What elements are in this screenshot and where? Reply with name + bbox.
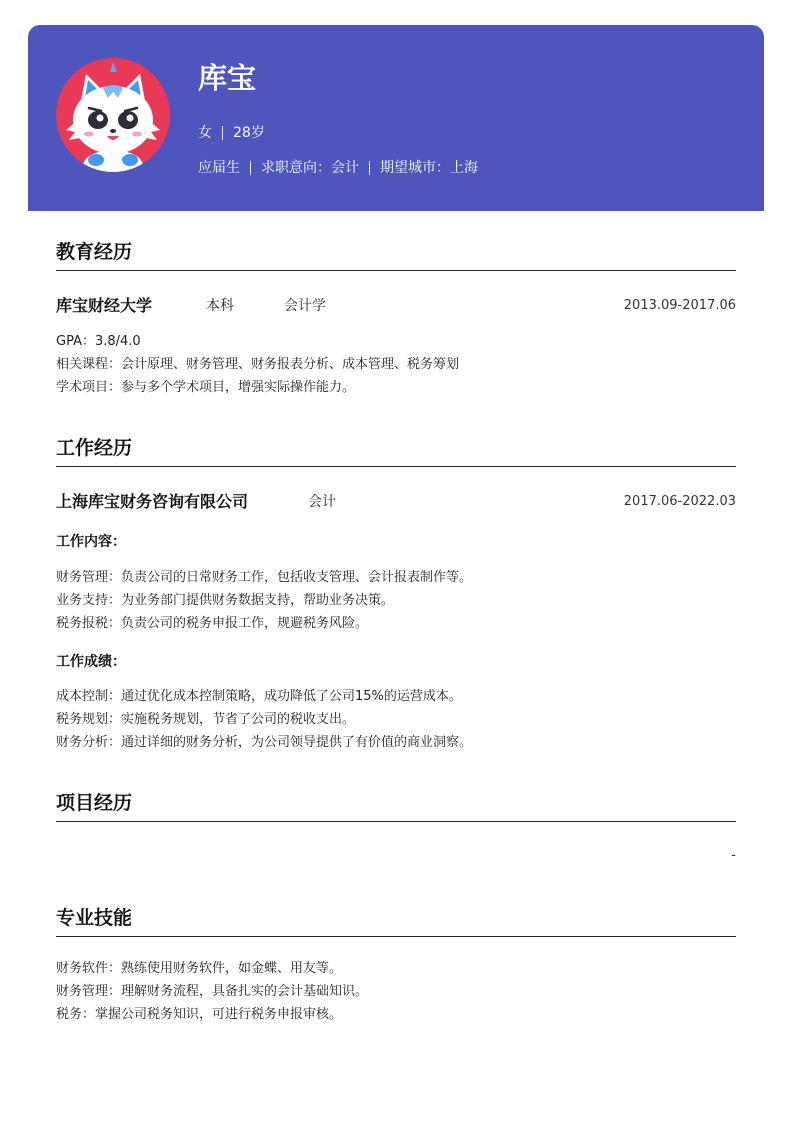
work-content-line: 税务报税：负责公司的税务申报工作，规避税务风险。 xyxy=(56,616,369,631)
work-content-title: 工作内容： xyxy=(56,534,126,550)
divider xyxy=(250,161,251,175)
work-section-title: 工作经历 xyxy=(56,434,736,467)
work-content-line: 财务管理：负责公司的日常财务工作，包括收支管理、会计报表制作等。 xyxy=(56,570,473,585)
status-text: 应届生 xyxy=(198,160,240,176)
skills-section-title: 专业技能 xyxy=(56,904,736,937)
company-name: 上海库宝财务咨询有限公司 xyxy=(56,492,249,511)
age-text: 28岁 xyxy=(233,125,265,141)
divider xyxy=(222,126,223,140)
personal-info-row xyxy=(198,123,265,143)
divider xyxy=(369,161,370,175)
intention-text: 求职意向：会计 xyxy=(261,160,359,176)
education-gpa: GPA：3.8/4.0 xyxy=(56,334,141,349)
work-result-line: 财务分析：通过详细的财务分析，为公司领导提供了有价值的商业洞察。 xyxy=(56,735,473,750)
city-text: 期望城市：上海 xyxy=(380,160,478,176)
skill-line: 财务软件：熟练使用财务软件，如金蝶、用友等。 xyxy=(56,961,343,976)
skill-line: 税务：掌握公司税务知识，可进行税务申报审核。 xyxy=(56,1007,343,1022)
education-entry xyxy=(56,294,736,318)
school-name: 库宝财经大学 xyxy=(56,296,153,315)
work-entry xyxy=(56,490,736,514)
education-date: 2013.09-2017.06 xyxy=(623,298,736,313)
projects-section-title: 项目经历 xyxy=(56,789,736,822)
work-date: 2017.06-2022.03 xyxy=(623,494,736,509)
degree-text: 本科 xyxy=(206,298,234,314)
position-text: 会计 xyxy=(308,494,336,510)
major-text: 会计学 xyxy=(284,298,326,314)
education-projects: 学术项目：参与多个学术项目，增强实际操作能力。 xyxy=(56,380,356,395)
avatar xyxy=(56,58,170,172)
work-results-title: 工作成绩： xyxy=(56,654,126,670)
candidate-name: 库宝 xyxy=(198,61,257,95)
cat-mascot-icon xyxy=(56,58,170,172)
projects-placeholder: - xyxy=(731,848,736,863)
gender-text: 女 xyxy=(198,125,212,141)
education-section-title: 教育经历 xyxy=(56,238,736,271)
skill-line: 财务管理：理解财务流程，具备扎实的会计基础知识。 xyxy=(56,984,369,999)
job-intention-row xyxy=(198,158,478,178)
work-content-line: 业务支持：为业务部门提供财务数据支持，帮助业务决策。 xyxy=(56,593,395,608)
education-courses: 相关课程：会计原理、财务管理、财务报表分析、成本管理、税务筹划 xyxy=(56,357,460,372)
work-result-line: 成本控制：通过优化成本控制策略，成功降低了公司15%的运营成本。 xyxy=(56,689,462,704)
work-result-line: 税务规划：实施税务规划，节省了公司的税收支出。 xyxy=(56,712,356,727)
